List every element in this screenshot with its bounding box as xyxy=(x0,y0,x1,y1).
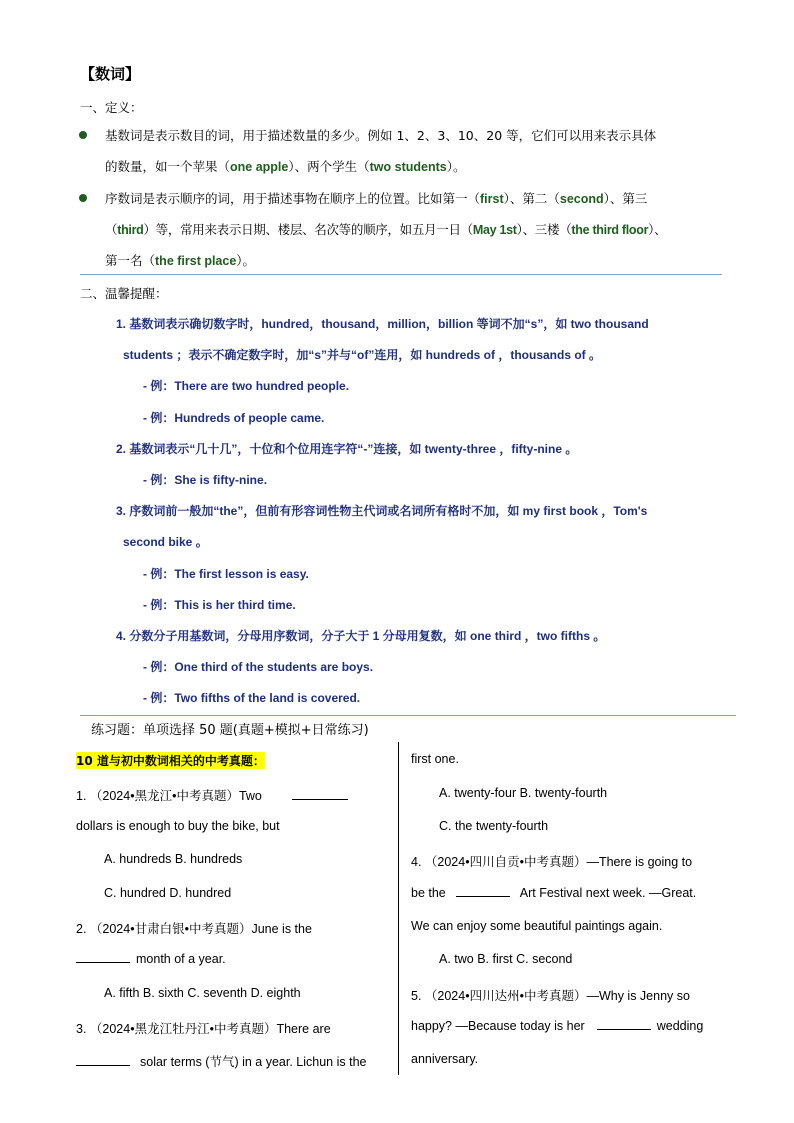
tip-1-line2: students ；表示不确定数字时，加“s”并与“of”连用，如 hundreds of ，thousands of 。 xyxy=(123,348,601,362)
tip-4-example-2: - 例：Two fifths of the land is covered. xyxy=(143,691,361,705)
tip-3-example-2: - 例：This is her third time. xyxy=(143,598,296,612)
tip-1-line1: 1. 基数词表示确切数字时，hundred，thousand，million，billion 等词不加“s”，如 two thousand xyxy=(116,317,649,331)
answer-blank[interactable] xyxy=(76,962,130,963)
question-1-line1: 1. （2024•黑龙江•中考真题）Two xyxy=(76,786,348,804)
question-3-options-2: C. the twenty-fourth xyxy=(439,819,549,833)
bullet-icon xyxy=(79,194,87,202)
tip-1-example-1: - 例：There are two hundred people. xyxy=(143,379,350,393)
tip-2-example-1: - 例：She is fifty-nine. xyxy=(143,473,268,487)
question-4-line1: 4. （2024•四川自贡•中考真题）—There is going to xyxy=(411,855,693,869)
tip-2-line1: 2. 基数词表示“几十几”，十位和个位用连字符“-”连接，如 twenty-three ，fifty-nine 。 xyxy=(116,442,578,456)
definition-cardinal-line2: 的数量，如一个苹果（one apple）、两个学生（two students）。 xyxy=(105,159,466,174)
answer-blank[interactable] xyxy=(597,1029,651,1030)
question-2-options: A. fifth B. sixth C. seventh D. eighth xyxy=(104,986,301,1000)
column-divider xyxy=(398,742,399,1075)
answer-blank[interactable] xyxy=(456,896,510,897)
tip-4-line1: 4. 分数分子用基数词，分母用序数词，分子大于 1 分母用复数，如 one third ，two fifths 。 xyxy=(116,629,606,643)
tip-3-example-1: - 例：The first lesson is easy. xyxy=(143,567,309,581)
practice-heading: 练习题：单项选择 50 题(真题+模拟+日常练习) xyxy=(91,723,369,738)
page-title: 【数词】 xyxy=(80,65,141,83)
definition-ordinal-line2: （third）等，常用来表示日期、楼层、名次等的顺序，如五月一日（May 1st）、三楼（the third floor）、 xyxy=(105,222,667,237)
tip-1-example-2: - 例：Hundreds of people came. xyxy=(143,411,325,425)
question-3-line1: 3. （2024•黑龙江牡丹江•中考真题）There are xyxy=(76,1022,331,1036)
question-4-line2: be the Art Festival next week. —Great. xyxy=(411,886,697,900)
question-5-line3: anniversary. xyxy=(411,1052,479,1066)
divider xyxy=(80,715,736,716)
question-1-options-1: A. hundreds B. hundreds xyxy=(104,852,243,866)
question-5-line2: happy? —Because today is her wedding xyxy=(411,1019,704,1033)
question-4-options: A. two B. first C. second xyxy=(439,952,573,966)
question-2-line2: month of a year. xyxy=(76,952,226,966)
question-3-line2: solar terms (节气) in a year. Lichun is the xyxy=(76,1052,366,1070)
definition-ordinal-line3: 第一名（the first place）。 xyxy=(105,253,256,268)
question-1-line2: dollars is enough to buy the bike, but xyxy=(76,819,280,833)
divider xyxy=(80,274,722,275)
answer-blank[interactable] xyxy=(292,799,348,800)
section1-heading: 一、定义： xyxy=(80,100,143,115)
definition-cardinal-line1: 基数词是表示数目的词，用于描述数量的多少。例如 1、2、3、10、20 等，它们可以用来表示具体 xyxy=(105,128,657,143)
answer-blank[interactable] xyxy=(76,1065,130,1066)
tip-3-line2: second bike 。 xyxy=(123,535,208,549)
section2-heading: 二、温馨提醒： xyxy=(80,286,168,301)
definition-ordinal-line1: 序数词是表示顺序的词，用于描述事物在顺序上的位置。比如第一（first）、第二（second）、第三 xyxy=(105,191,648,206)
question-1-options-2: C. hundred D. hundred xyxy=(104,886,232,900)
question-3-options-1: A. twenty-four B. twenty-fourth xyxy=(439,786,608,800)
question-2-line1: 2. （2024•甘肃白银•中考真题）June is the xyxy=(76,922,312,936)
question-3-continued: first one. xyxy=(411,752,459,766)
tip-4-example-1: - 例：One third of the students are boys. xyxy=(143,660,374,674)
bullet-icon xyxy=(79,131,87,139)
question-5-line1: 5. （2024•四川达州•中考真题）—Why is Jenny so xyxy=(411,989,690,1003)
highlight-label: 10 道与初中数词相关的中考真题： xyxy=(76,754,265,768)
question-4-line3: We can enjoy some beautiful paintings again. xyxy=(411,919,663,933)
tip-3-line1: 3. 序数词前一般加“the”，但前有形容词性物主代词或名词所有格时不加，如 my first book ，Tom's xyxy=(116,504,648,518)
